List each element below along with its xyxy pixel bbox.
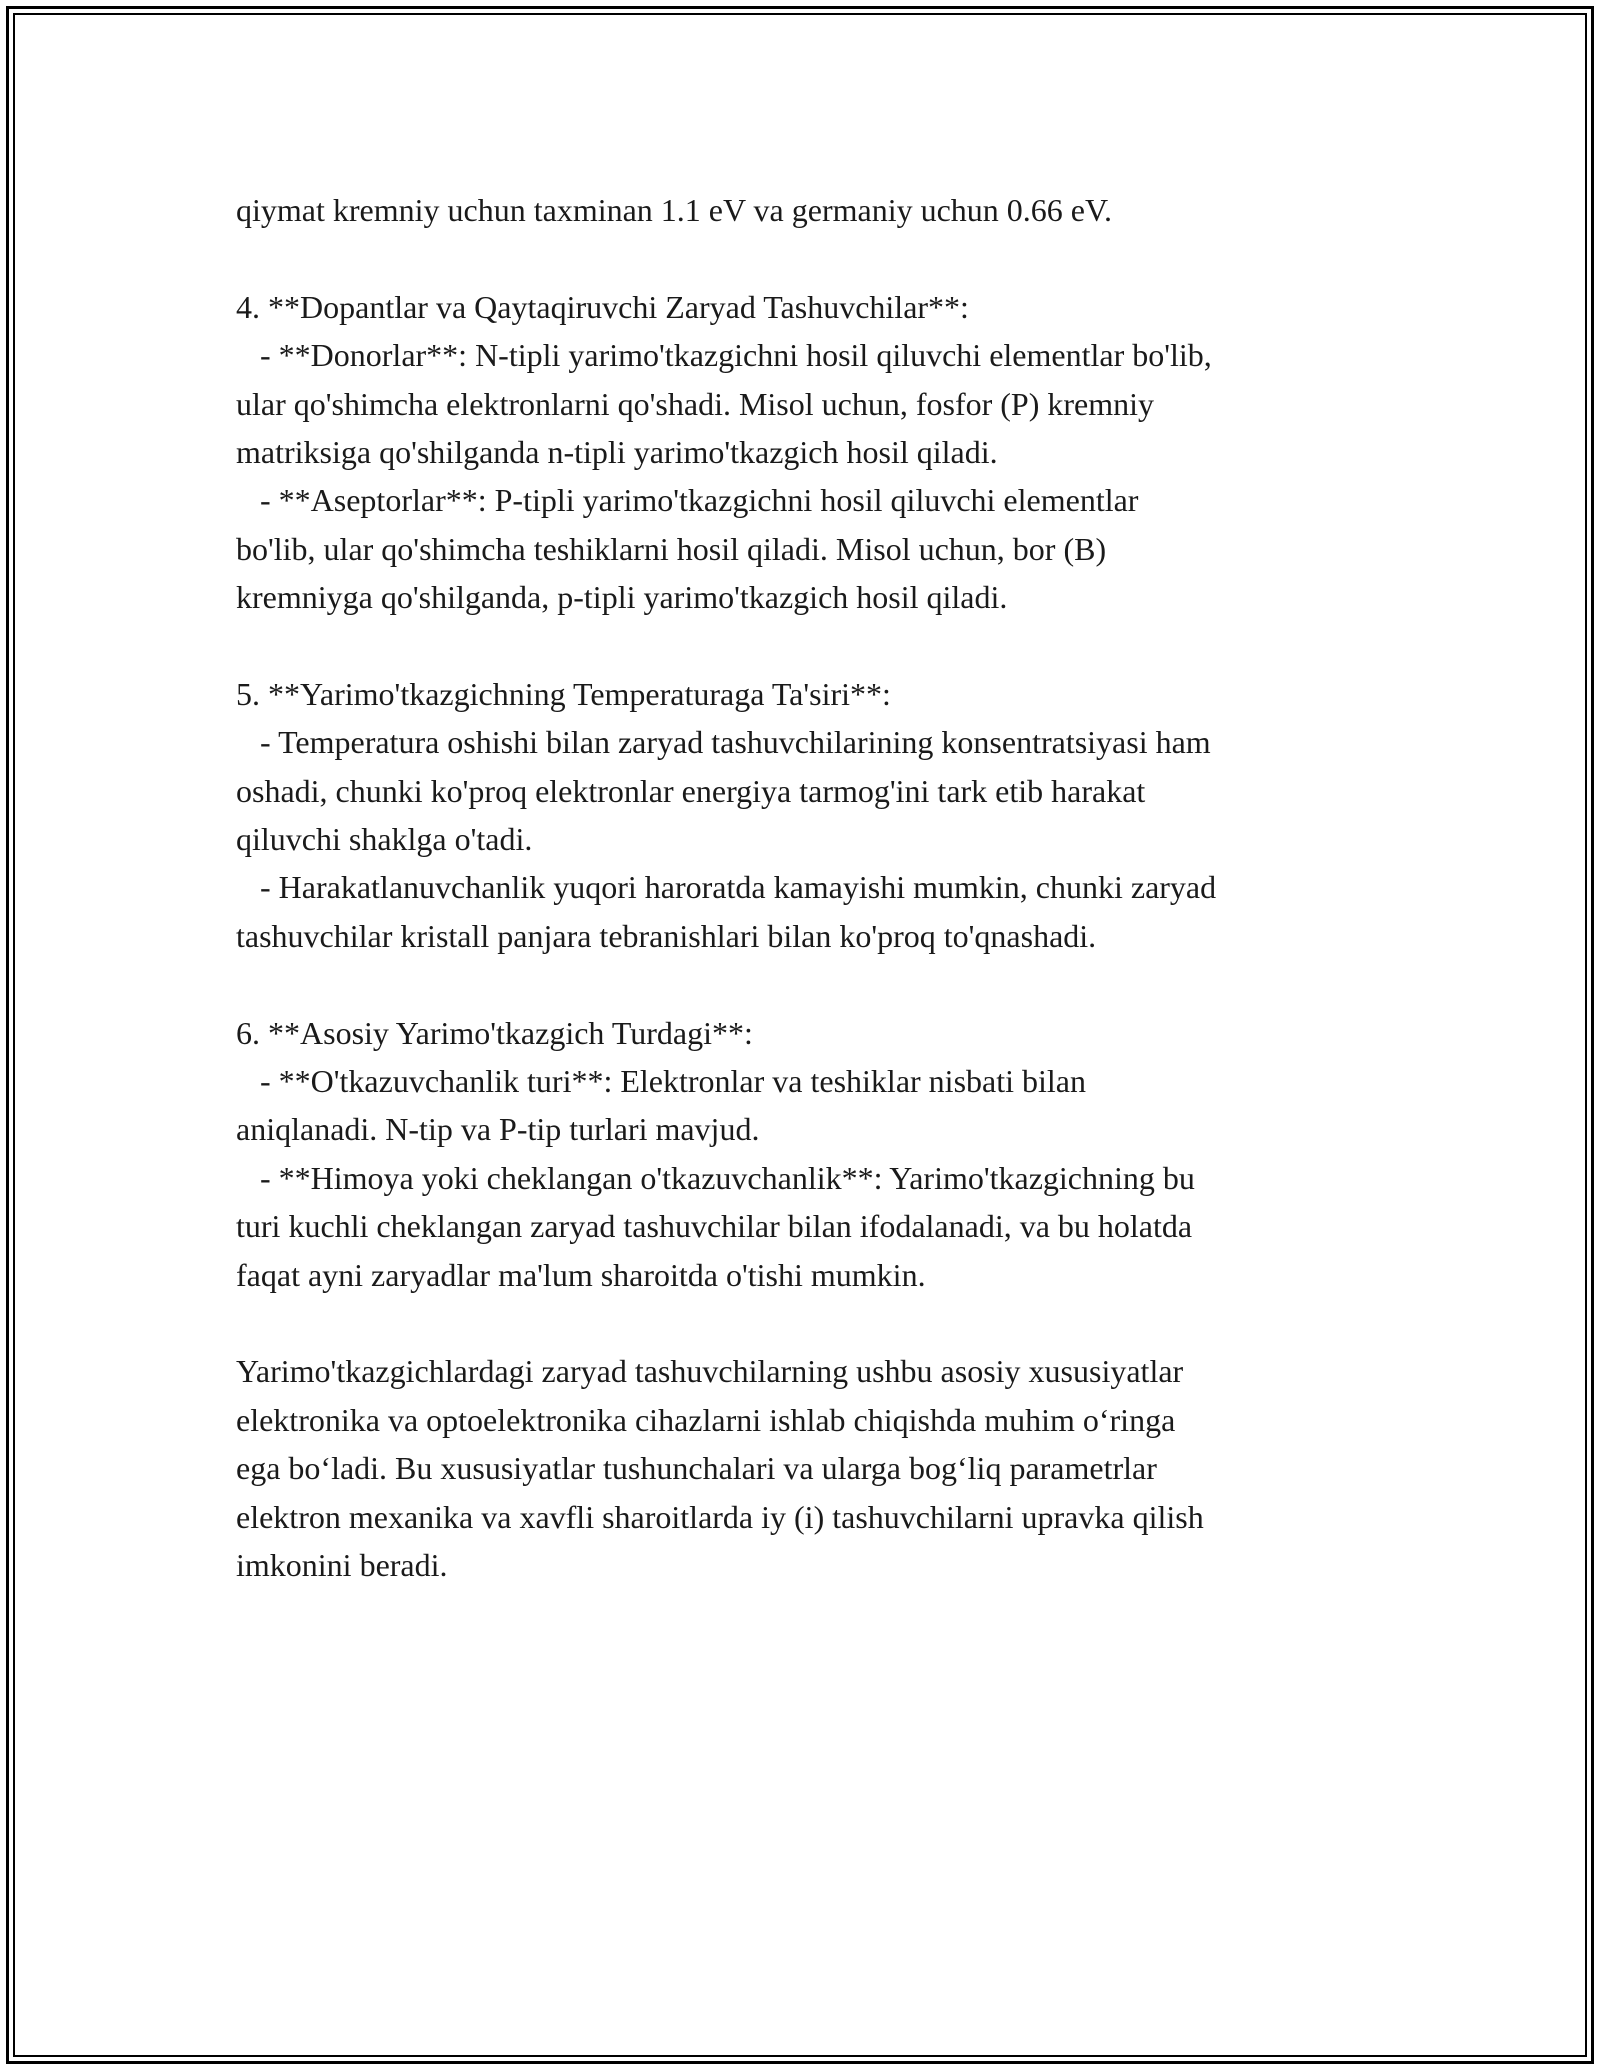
text-line: elektron mexanika va xavfli sharoitlarda iy (i) tashuvchilarni upravka qilish	[236, 1498, 1204, 1535]
text-line: qiluvchi shaklga o'tadi.	[236, 821, 533, 858]
document-body	[236, 186, 1376, 1589]
paragraph-gap	[236, 622, 1376, 670]
text-line: ular qo'shimcha elektronlarni qo'shadi. Misol uchun, fosfor (P) kremniy	[236, 385, 1155, 422]
text-line: Yarimo'tkazgichlardagi zaryad tashuvchilarning ushbu asosiy xususiyatlar	[236, 1353, 1184, 1390]
text-line: oshadi, chunki ko'proq elektronlar energiya tarmog'ini tark etib harakat	[236, 772, 1146, 809]
section-heading: 6. **Asosiy Yarimo'tkazgich Turdagi**:	[236, 1014, 753, 1051]
text-line: kremniyga qo'shilganda, p-tipli yarimo'tkazgich hosil qiladi.	[236, 579, 1008, 616]
text-line: - **O'tkazuvchanlik turi**: Elektronlar va teshiklar nisbati bilan	[236, 1063, 1086, 1100]
text-line: - Temperatura oshishi bilan zaryad tashuvchilarining konsentratsiyasi ham	[236, 724, 1211, 761]
paragraph-gap	[236, 1299, 1376, 1347]
text-line: elektronika va optoelektronika cihazlarni ishlab chiqishda muhim o‘ringa	[236, 1401, 1176, 1438]
paragraph-gap	[236, 960, 1376, 1008]
section-heading: 5. **Yarimo'tkazgichning Temperaturaga Ta'siri**:	[236, 675, 891, 712]
text-line: matriksiga qo'shilganda n-tipli yarimo'tkazgich hosil qiladi.	[236, 433, 998, 470]
text-line: imkonini beradi.	[236, 1546, 448, 1583]
paragraph-gap	[236, 234, 1376, 282]
text-line: - **Aseptorlar**: P-tipli yarimo'tkazgichni hosil qiluvchi elementlar	[236, 482, 1139, 519]
text-line: - **Himoya yoki cheklangan o'tkazuvchanlik**: Yarimo'tkazgichning bu	[236, 1159, 1195, 1196]
text-line: tashuvchilar kristall panjara tebranishlari bilan ko'proq to'qnashadi.	[236, 917, 1097, 954]
text-line: bo'lib, ular qo'shimcha teshiklarni hosil qiladi. Misol uchun, bor (B)	[236, 530, 1107, 567]
text-line: - **Donorlar**: N-tipli yarimo'tkazgichni hosil qiluvchi elementlar bo'lib,	[236, 337, 1212, 374]
section-heading: 4. **Dopantlar va Qaytaqiruvchi Zaryad Tashuvchilar**:	[236, 288, 969, 325]
text-line: aniqlanadi. N-tip va P-tip turlari mavjud.	[236, 1111, 760, 1148]
text-line: - Harakatlanuvchanlik yuqori haroratda kamayishi mumkin, chunki zaryad	[236, 869, 1217, 906]
text-line: ega bo‘ladi. Bu xususiyatlar tushunchalari va ularga bog‘liq parametrlar	[236, 1450, 1157, 1487]
text-line: faqat ayni zaryadlar ma'lum sharoitda o'tishi mumkin.	[236, 1256, 926, 1293]
text-line: qiymat kremniy uchun taxminan 1.1 eV va germaniy uchun 0.66 eV.	[236, 192, 1112, 228]
text-line: turi kuchli cheklangan zaryad tashuvchilar bilan ifodalanadi, va bu holatda	[236, 1208, 1193, 1245]
